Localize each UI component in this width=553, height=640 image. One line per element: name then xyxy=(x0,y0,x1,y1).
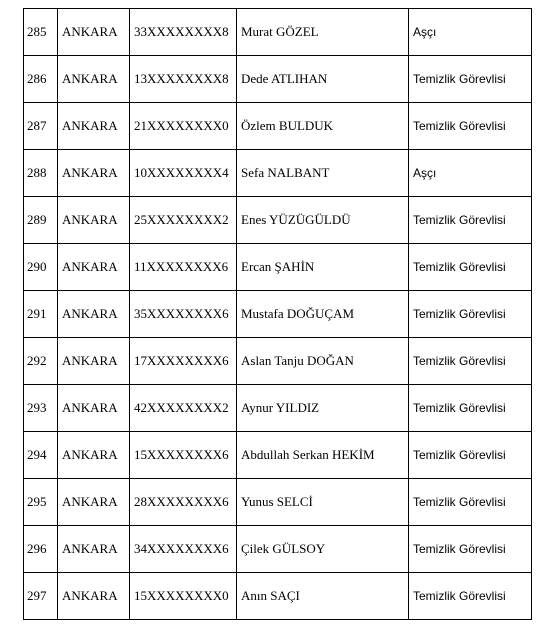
id-number-cell: 15XXXXXXXX6 xyxy=(130,432,237,479)
row-number: 291 xyxy=(24,291,58,338)
table-row xyxy=(24,103,532,150)
row-number: 292 xyxy=(24,338,58,385)
job-title-cell: Aşçı xyxy=(409,9,532,56)
row-number: 294 xyxy=(24,432,58,479)
full-name-cell: Sefa NALBANT xyxy=(237,150,409,197)
city-cell: ANKARA xyxy=(58,526,130,573)
job-title-cell: Temizlik Görevlisi xyxy=(409,197,532,244)
city-cell: ANKARA xyxy=(58,197,130,244)
id-number-cell: 25XXXXXXXX2 xyxy=(130,197,237,244)
row-number: 288 xyxy=(24,150,58,197)
job-title-cell: Temizlik Görevlisi xyxy=(409,244,532,291)
table-row xyxy=(24,291,532,338)
full-name-cell: Dede ATLIHAN xyxy=(237,56,409,103)
full-name-cell: Yunus SELCİ xyxy=(237,479,409,526)
city-cell: ANKARA xyxy=(58,291,130,338)
job-title-cell: Temizlik Görevlisi xyxy=(409,526,532,573)
full-name-cell: Ercan ŞAHİN xyxy=(237,244,409,291)
table-row xyxy=(24,197,532,244)
full-name-cell: Çilek GÜLSOY xyxy=(237,526,409,573)
city-cell: ANKARA xyxy=(58,479,130,526)
full-name-cell: Murat GÖZEL xyxy=(237,9,409,56)
id-number-cell: 10XXXXXXXX4 xyxy=(130,150,237,197)
city-cell: ANKARA xyxy=(58,56,130,103)
table-row xyxy=(24,150,532,197)
table-row xyxy=(24,56,532,103)
table-row xyxy=(24,479,532,526)
job-title-cell: Aşçı xyxy=(409,150,532,197)
city-cell: ANKARA xyxy=(58,338,130,385)
row-number: 293 xyxy=(24,385,58,432)
city-cell: ANKARA xyxy=(58,573,130,620)
job-title-cell: Temizlik Görevlisi xyxy=(409,573,532,620)
table-row xyxy=(24,244,532,291)
city-cell: ANKARA xyxy=(58,150,130,197)
id-number-cell: 11XXXXXXXX6 xyxy=(130,244,237,291)
city-cell: ANKARA xyxy=(58,432,130,479)
table-row xyxy=(24,573,532,620)
id-number-cell: 21XXXXXXXX0 xyxy=(130,103,237,150)
table-row xyxy=(24,432,532,479)
job-title-cell: Temizlik Görevlisi xyxy=(409,103,532,150)
table-row xyxy=(24,9,532,56)
city-cell: ANKARA xyxy=(58,244,130,291)
id-number-cell: 17XXXXXXXX6 xyxy=(130,338,237,385)
row-number: 290 xyxy=(24,244,58,291)
id-number-cell: 42XXXXXXXX2 xyxy=(130,385,237,432)
job-title-cell: Temizlik Görevlisi xyxy=(409,479,532,526)
table-row xyxy=(24,338,532,385)
table-row xyxy=(24,526,532,573)
row-number: 289 xyxy=(24,197,58,244)
table-row xyxy=(24,385,532,432)
row-number: 287 xyxy=(24,103,58,150)
id-number-cell: 15XXXXXXXX0 xyxy=(130,573,237,620)
row-number: 296 xyxy=(24,526,58,573)
id-number-cell: 13XXXXXXXX8 xyxy=(130,56,237,103)
job-title-cell: Temizlik Görevlisi xyxy=(409,56,532,103)
id-number-cell: 33XXXXXXXX8 xyxy=(130,9,237,56)
full-name-cell: Aslan Tanju DOĞAN xyxy=(237,338,409,385)
document-page xyxy=(23,8,531,620)
full-name-cell: Anın SAÇI xyxy=(237,573,409,620)
row-number: 295 xyxy=(24,479,58,526)
id-number-cell: 28XXXXXXXX6 xyxy=(130,479,237,526)
personnel-table xyxy=(23,8,532,620)
row-number: 285 xyxy=(24,9,58,56)
personnel-table-body xyxy=(24,9,532,620)
full-name-cell: Özlem BULDUK xyxy=(237,103,409,150)
id-number-cell: 35XXXXXXXX6 xyxy=(130,291,237,338)
id-number-cell: 34XXXXXXXX6 xyxy=(130,526,237,573)
full-name-cell: Aynur YILDIZ xyxy=(237,385,409,432)
row-number: 286 xyxy=(24,56,58,103)
job-title-cell: Temizlik Görevlisi xyxy=(409,385,532,432)
job-title-cell: Temizlik Görevlisi xyxy=(409,432,532,479)
row-number: 297 xyxy=(24,573,58,620)
job-title-cell: Temizlik Görevlisi xyxy=(409,338,532,385)
city-cell: ANKARA xyxy=(58,103,130,150)
job-title-cell: Temizlik Görevlisi xyxy=(409,291,532,338)
full-name-cell: Mustafa DOĞUÇAM xyxy=(237,291,409,338)
city-cell: ANKARA xyxy=(58,385,130,432)
full-name-cell: Abdullah Serkan HEKİM xyxy=(237,432,409,479)
city-cell: ANKARA xyxy=(58,9,130,56)
full-name-cell: Enes YÜZÜGÜLDÜ xyxy=(237,197,409,244)
